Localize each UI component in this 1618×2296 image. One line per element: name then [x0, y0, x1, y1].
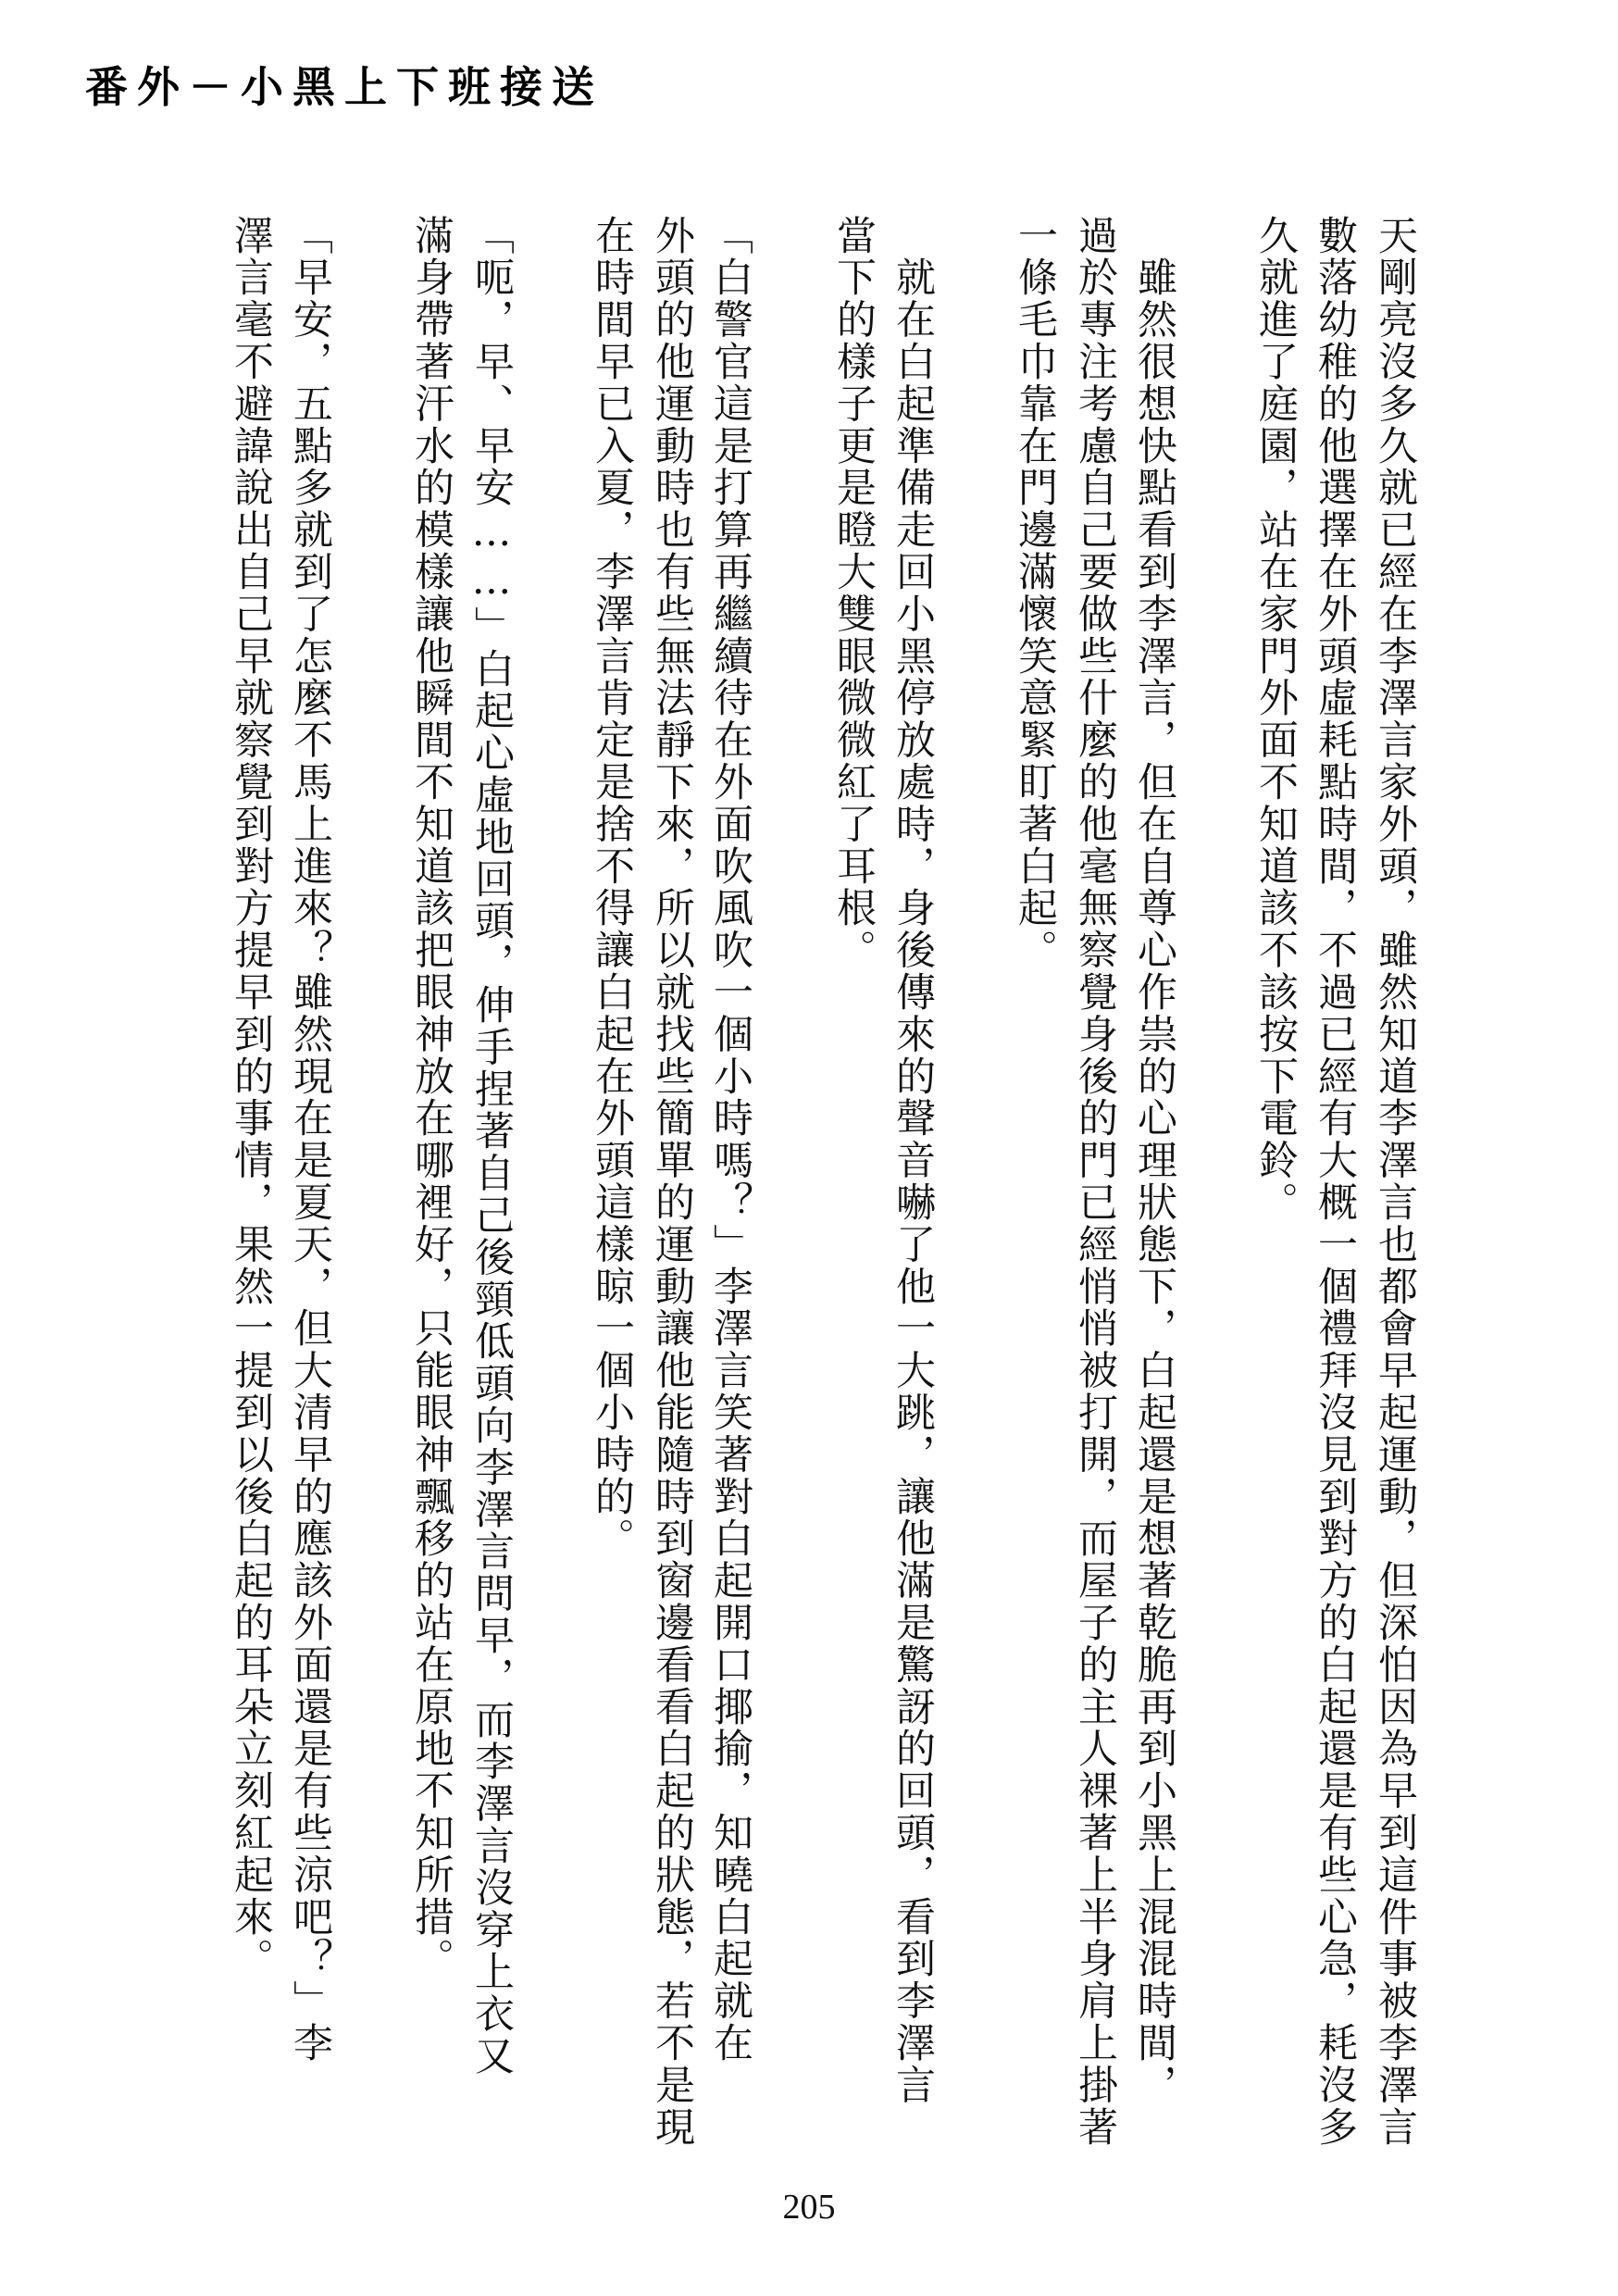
chapter-title: 番外－小黑上下班接送	[85, 62, 604, 112]
text-column-13: 滿身帶著汗水的模樣讓他瞬間不知道該把眼神放在哪裡好，只能眼神飄移的站在原地不知所措。	[408, 215, 454, 1980]
text-column-2: 數落幼稚的他選擇在外頭虛耗點時間，不過已經有大概一個禮拜沒見到對方的白起還是有些心急，耗沒多	[1312, 215, 1358, 2149]
text-column-7: 就在白起準備走回小黑停放處時，身後傳來的聲音嚇了他一大跳，讓他滿是驚訝的回頭，看到李澤言	[890, 215, 936, 2106]
text-column-15: 澤言毫不避諱說出自己早就察覺到對方提早到的事情，果然一提到以後白起的耳朵立刻紅起來。	[228, 215, 274, 1980]
text-column-10: 外頭的他運動時也有些無法靜下來，所以就找些簡單的運動讓他能隨時到窗邊看看白起的狀態，若不是現	[649, 215, 695, 2149]
text-column-1: 天剛亮沒多久就已經在李澤言家外頭，雖然知道李澤言也都會早起運動，但深怕因為早到這件事被李澤言	[1372, 215, 1418, 2149]
text-column-14: 「早安，五點多就到了怎麼不馬上進來？雖然現在是夏天，但大清早的應該外面還是有些涼吧？」李	[287, 215, 333, 2065]
text-column-11: 在時間早已入夏，李澤言肯定是捨不得讓白起在外頭這樣晾一個小時的。	[589, 215, 635, 1560]
text-column-9: 「白警官這是打算再繼續待在外面吹風吹一個小時嗎？」李澤言笑著對白起開口揶揄，知曉白起就在	[707, 215, 753, 2065]
text-column-4: 雖然很想快點看到李澤言，但在自尊心作祟的心理狀態下，白起還是想著乾脆再到小黑上混混時間，	[1131, 215, 1177, 2106]
text-column-6: 一條毛巾靠在門邊滿懷笑意緊盯著白起。	[1012, 215, 1058, 972]
text-column-3: 久就進了庭園，站在家門外面不知道該不該按下電鈴。	[1252, 215, 1299, 1224]
text-column-5: 過於專注考慮自己要做些什麼的他毫無察覺身後的門已經悄悄被打開，而屋子的主人裸著上半身肩上掛著	[1072, 215, 1118, 2149]
text-column-8: 當下的樣子更是瞪大雙眼微微紅了耳根。	[830, 215, 877, 972]
page-number: 205	[782, 2188, 836, 2227]
text-column-12: 「呃，早、早安……」白起心虛地回頭，伸手捏著自己後頸低頭向李澤言問早，而李澤言沒穿上衣又	[468, 215, 515, 2078]
